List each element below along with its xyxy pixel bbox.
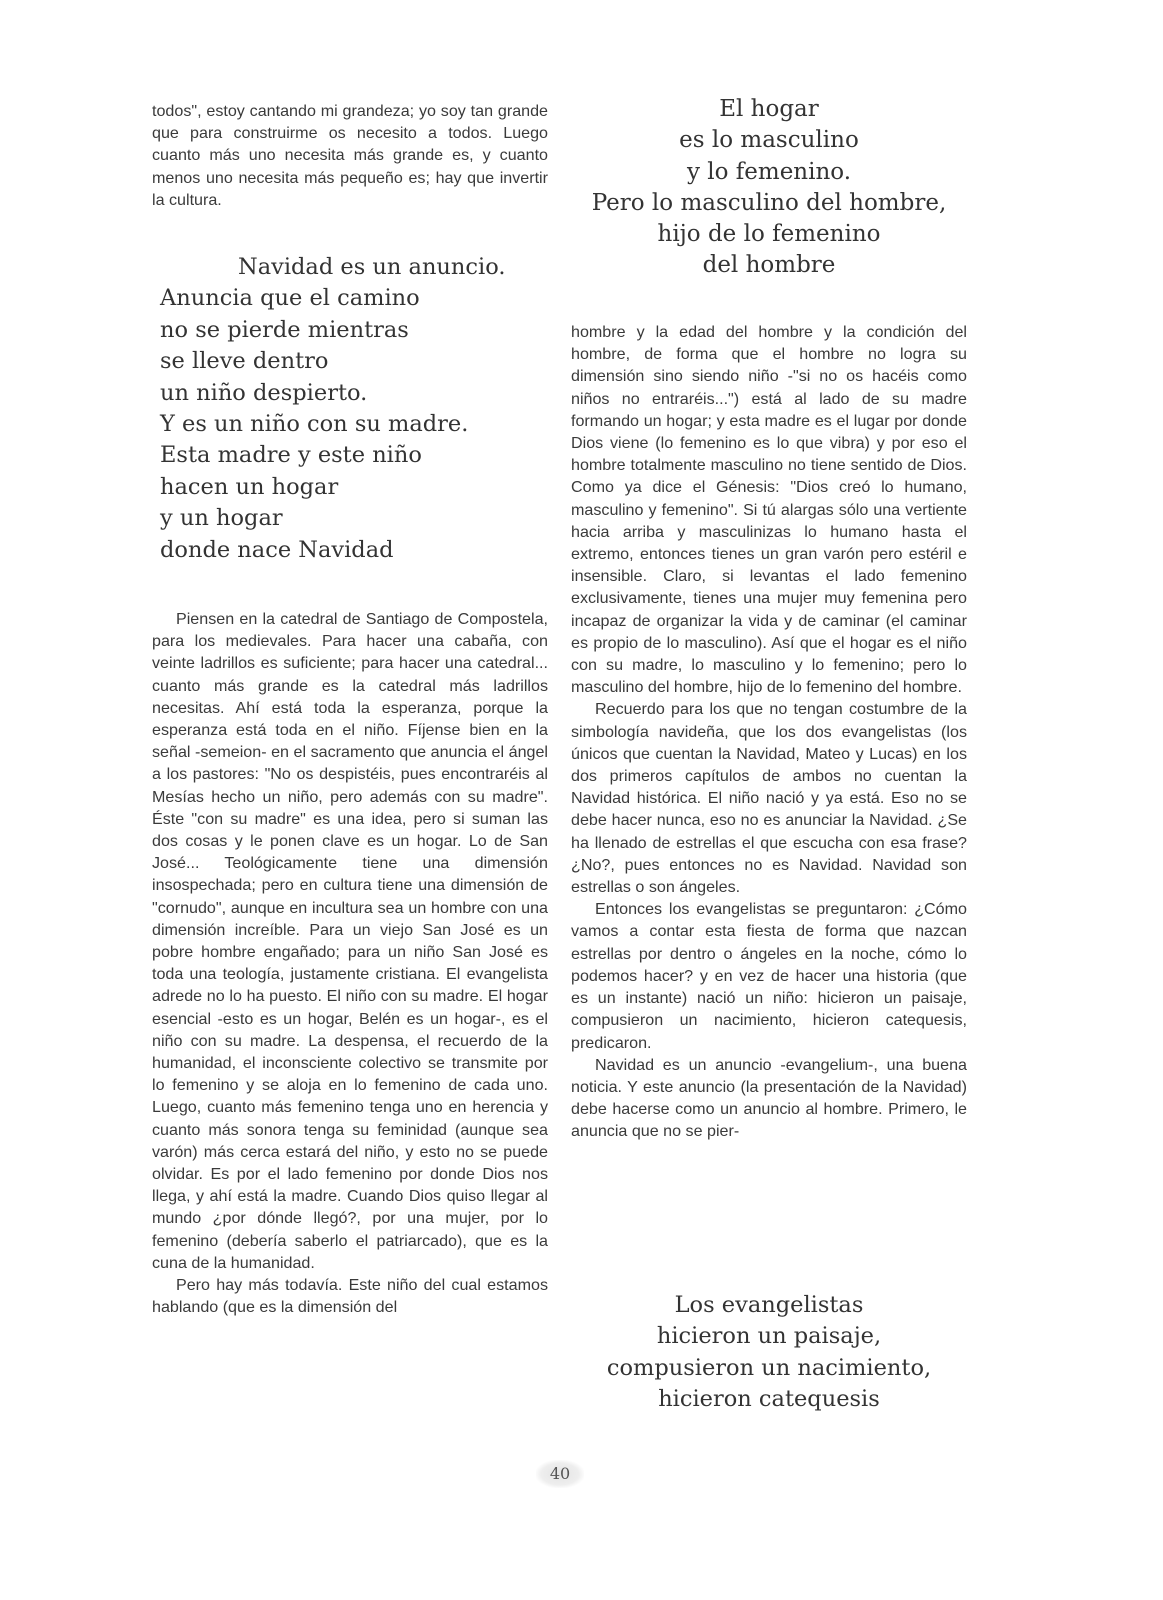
pull-quote-line: un niño despierto. [160,379,368,406]
pull-quote-line: y lo femenino. [686,158,852,185]
pull-quote-line: hijo de lo femenino [657,221,881,248]
paragraph: hombre y la edad del hombre y la condición del hombre, de forma que el hombre no logra su dimensión sino siendo niño -"si no os hacéis como niños no entraréis...") está al lado de su madre formando un hogar; y esta madre es el lugar por donde Dios viene (lo femenino es lo que vibra) y por eso el hombre totalmente masculino no tiene sentido de Dios. Como ya dice el Génesis: "Dios creó lo humano, masculino y femenino". Si tú alargas sólo una vertiente hacia arriba y masculinizas lo humano hasta el extremo, entonces tienes un gran varón pero estéril e insensible. Claro, si levantas el lado femenino exclusivamente, tienes una mujer muy femenina pero incapaz de organizar la vida y de caminar (el caminar es propio de lo masculino). Así que el hogar es el niño con su madre, lo masculino y lo femenino; pero lo masculino del hombre, hijo de lo femenino del hombre. [571,323,967,697]
pull-quote-line: Pero lo masculino del hombre, [591,189,947,216]
pull-quote-line: del hombre [702,252,836,279]
intro-paragraph [152,100,548,211]
pull-quote-line: se lleve dentro [160,348,329,375]
paragraph: Pero hay más todavía. Este niño del cual estamos hablando (que es la dimensión del [152,1276,548,1317]
paragraph: Piensen en la catedral de Santiago de Compostela, para los medievales. Para hacer una cabaña, con veinte ladrillos es suficiente; para hacer una catedral... cuanto más grande es la catedral más ladrillos necesitas. Ahí está toda la esperanza, porque la esperanza está toda en el niño. Fíjense bien en la señal -semeion- en el sacramento que anuncia el ángel a los pastores: "No os despistéis, pues encontraréis al Mesías hecho un niño, pero además con su madre". Éste "con su madre" es una idea, pero si suman las dos cosas y le ponen clave es un hogar. Lo de San José... Teológicamente tiene una dimensión insospechada; pero en cultura tiene una dimensión de "cornudo", aunque en incultura sea un hombre con una dimensión increíble. Para un viejo San José es un pobre hombre engañado; para un niño San José es toda una teología, justamente cristiana. El evangelista adrede no lo ha puesto. El niño con su madre. El hogar esencial -esto es un hogar, Belén es un hogar-, es el niño con su madre. La despensa, el recuerdo de la humanidad, el inconsciente colectivo se transmite por lo femenino y se aloja en lo femenino de cada uno. Luego, cuanto más femenino tenga uno en herencia y cuanto más sonora tenga su feminidad (aunque sea varón) más cerca estará del niño, y esto no se puede olvidar. Es por el lado femenino por donde Dios nos llega, y ahí está la madre. Cuando Dios quiso llegar al mundo ¿por dónde llegó?, por una mujer, por lo femenino (debería saberlo el patriarcado), que es la cuna de la humanidad. [152,610,548,1272]
pull-quote-line: donde nace Navidad [160,536,394,563]
pull-quote-line: hacen un hogar [160,473,339,500]
pull-quote-line: Y es un niño con su madre. [160,411,469,438]
pull-quote-line: Navidad es un anuncio. [238,254,506,280]
pull-quote-line: Esta madre y este niño [160,442,422,469]
pull-quote-line: Los evangelistas [674,1292,864,1318]
left-body-text [152,608,548,1319]
pull-quote-right-bottom [571,1290,967,1416]
pull-quote-left [160,252,550,566]
paragraph: Entonces los evangelistas se preguntaron: ¿Cómo vamos a contar esta fiesta de forma que nazcan estrellas por dentro o ángeles en la noche, cómo lo podemos hacer? y en vez de hacer una historia (que es un instante) nació un niño: hicieron un paisaje, compusieron un nacimiento, hicieron catequesis, predicaron. [571,900,967,1052]
pull-quote-line: es lo masculino [679,127,859,154]
right-body-text [571,321,967,1143]
page-number: 40 [536,1460,584,1488]
pull-quote-right-top [571,94,967,282]
pull-quote-line: y un hogar [160,505,283,532]
pull-quote-line: compusieron un nacimiento, [606,1354,932,1381]
pull-quote-line: El hogar [719,96,819,122]
pull-quote-line: hicieron un paisaje, [656,1323,882,1350]
pull-quote-line: hicieron catequesis [658,1386,880,1413]
pull-quote-line: no se pierde mientras [160,316,409,343]
paragraph: Recuerdo para los que no tengan costumbre de la simbología navideña, que los dos evangelistas (los únicos que cuentan la Navidad, Mateo y Lucas) en los dos primeros capítulos de ambos no cuentan la Navidad histórica. El niño nació y ya está. Eso no se debe hacer nunca, eso no es anunciar la Navidad. ¿Se ha llenado de estrellas el que escucha con esa frase? ¿No?, pues entonces no es Navidad. Navidad son estrellas o son ángeles. [571,700,967,897]
pull-quote-line: Anuncia que el camino [160,285,420,312]
paragraph: Navidad es un anuncio -evangelium-, una buena noticia. Y este anuncio (la presentación de la Navidad) debe hacerse como un anuncio al hombre. Primero, le anuncia que no se pier- [571,1055,967,1141]
intro-text: todos", estoy cantando mi grandeza; yo soy tan grande que para construirme os necesito a todos. Luego cuanto más uno necesita más grande es, y cuanto menos uno necesita más pequeño es; hay que invertir la cultura. [152,102,548,209]
